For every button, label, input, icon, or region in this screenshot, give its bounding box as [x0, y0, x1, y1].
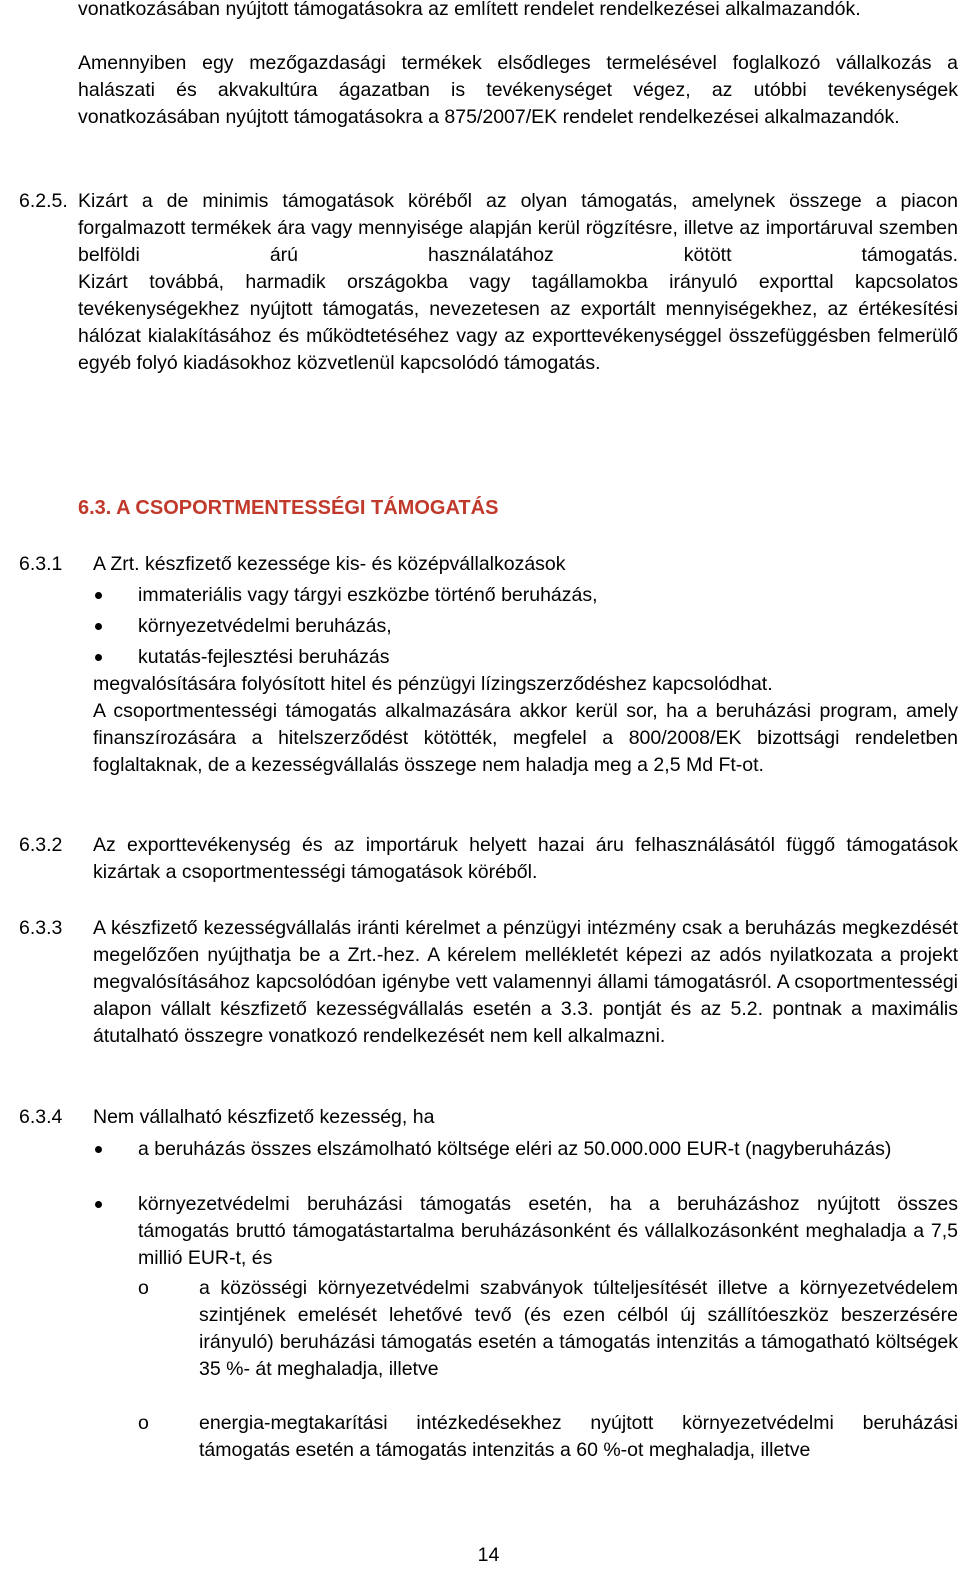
- sub-bullet-marker: o: [138, 1277, 149, 1299]
- sub-bullet-item: a közösségi környezetvédelmi szabványok túlteljesítését illetve a környezetvédelem szintjének emelését lehetővé tevő (és ezen célból új szállítóeszköz beszerzésére irányuló) beruházási támogatás esetén a támogatás intenzitás a támogatható költségek 35 %- át meghaladja, illetve: [199, 1277, 958, 1380]
- bullet-item: kutatás-fejlesztési beruházás: [138, 646, 390, 668]
- section-number-6-3-4: 6.3.4: [19, 1106, 63, 1128]
- bullet-item: immateriális vagy tárgyi eszközbe történő beruházás,: [138, 584, 598, 606]
- sub-bullet-item: energia-megtakarítási intézkedésekhez nyújtott környezetvédelmi beruházási támogatás esetén a támogatás intenzitás a 60 %-ot meghaladja, illetve: [199, 1412, 958, 1461]
- bullet-icon: [95, 654, 102, 661]
- section-6-3-1-after: megvalósítására folyósított hitel és pénzügyi lízingszerződéshez kapcsolódhat.: [93, 673, 773, 695]
- intro-paragraph-2: Amennyiben egy mezőgazdasági termékek elsődleges termelésével foglalkozó vállalkozás a halászati és akvakultúra ágazatban is tevékenységet végez, az utóbbi tevékenységek vonatkozásában nyújtott támogatásokra a 875/2007/EK rendelet rendelkezései alkalmazandók.: [78, 52, 958, 128]
- bullet-item: a beruházás összes elszámolható költsége eléri az 50.000.000 EUR-t (nagyberuházás): [138, 1138, 892, 1160]
- section-number-6-3-1: 6.3.1: [19, 553, 63, 575]
- sub-bullet-marker: o: [138, 1412, 149, 1434]
- section-6-3-1-intro: A Zrt. készfizető kezessége kis- és középvállalkozások: [93, 553, 566, 575]
- page-number: 14: [477, 1544, 500, 1566]
- section-heading-6-3: 6.3. A CSOPORTMENTESSÉGI TÁMOGATÁS: [78, 497, 499, 519]
- bullet-icon: [95, 1146, 102, 1153]
- section-text-1: Kizárt a de minimis támogatások köréből az olyan támogatás, amelynek összege a piacon forgalmazott termékek ára vagy mennyisége alapján kerül rögzítésre, illetve az importáruval szemben belföldi árú használatához kötött támogatás.: [78, 190, 958, 266]
- section-6-3-3-text: A készfizető kezességvállalás iránti kérelmet a pénzügyi intézmény csak a beruházás megkezdését megelőzően nyújthatja be a Zrt.-hez. A kérelem mellékletét képezi az adós nyilatkozata a projekt megvalósításához kapcsolódóan igénybe vett valamennyi állami támogatásról. A csoportmentességi alapon vállalt készfizető kezességvállalás esetén a 3.3. pontját és az 5.2. pontnak a maximális átutalható összegre vonatkozó rendelkezését nem kell alkalmazni.: [93, 917, 958, 1047]
- bullet-icon: [95, 592, 102, 599]
- section-number: 6.2.5.: [19, 190, 68, 212]
- bullet-item: környezetvédelmi beruházás,: [138, 615, 392, 637]
- section-number-6-3-3: 6.3.3: [19, 917, 63, 939]
- section-6-3-1-paragraph: A csoportmentességi támogatás alkalmazására akkor kerül sor, ha a beruházási program, amely finanszírozására a hitelszerződést kötötték, megfelel a 800/2008/EK bizottsági rendeletben foglaltaknak, de a kezességvállalás összege nem haladja meg a 2,5 Md Ft-ot.: [93, 700, 958, 776]
- section-6-3-2-text: Az exporttevékenység és az importáruk helyett hazai áru felhasználásától függő támogatások kizártak a csoportmentességi támogatások köréből.: [93, 834, 958, 883]
- bullet-icon: [95, 1201, 102, 1208]
- section-6-3-4-intro: Nem vállalható készfizető kezesség, ha: [93, 1106, 435, 1128]
- section-6-2-5-text-2: Kizárt továbbá, harmadik országokba vagy tagállamokba irányuló exporttal kapcsolatos tevékenységekhez nyújtott támogatás, nevezetesen az exportált mennyiségekhez, az értékesítési hálózat kialakításához és működtetéséhez vagy az exporttevékenységgel összefüggésben felmerülő egyéb folyó kiadásokhoz közvetlenül kapcsolódó támogatás.: [78, 271, 958, 374]
- intro-paragraph-1: vonatkozásában nyújtott támogatásokra az említett rendelet rendelkezései alkalmazandók.: [78, 0, 861, 20]
- bullet-icon: [95, 623, 102, 630]
- bullet-item: környezetvédelmi beruházási támogatás esetén, ha a beruházáshoz nyújtott összes támogatás bruttó támogatástartalma beruházásonként és vállalkozásonként meghaladja a 7,5 millió EUR-t, és: [138, 1193, 958, 1269]
- section-number-6-3-2: 6.3.2: [19, 834, 63, 856]
